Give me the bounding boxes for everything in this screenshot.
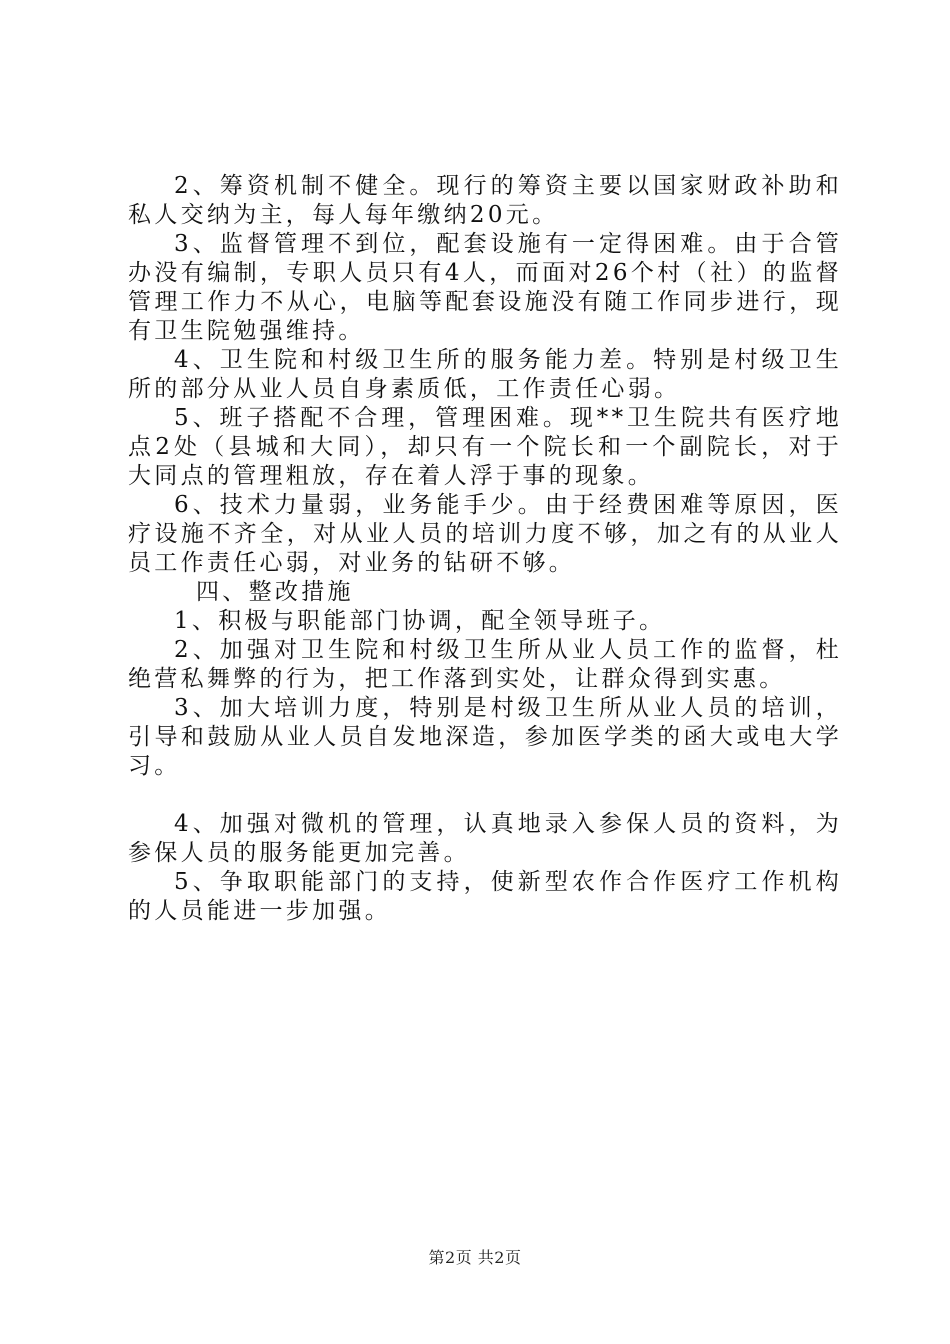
measure-item: 1、积极与职能部门协调，配全领导班子。 [174, 608, 666, 634]
measure-item: 5、争取职能部门的支持，使新型农作合作医疗工作机构的人员能进一步加强。 [128, 869, 842, 924]
measure-item: 3、加大培训力度，特别是村级卫生所从业人员的培训，引导和鼓励从业人员自发地深造，参加医学类的函大或电大学习。 [128, 695, 842, 779]
paragraph-leadership: 5、班子搭配不合理，管理困难。现**卫生院共有医疗地点2处（县城和大同），却只有一个院长和一个副院长，对于大同点的管理粗放，存在着人浮于事的现象。 [128, 405, 842, 489]
paragraph-supervision: 3、监督管理不到位，配套设施有一定得困难。由于合管办没有编制，专职人员只有4人，而面对26个村（社）的监督管理工作力不从心，电脑等配套设施没有随工作同步进行，现有卫生院勉强维持。 [128, 231, 842, 344]
measure-item: 2、加强对卫生院和村级卫生所从业人员工作的监督，杜绝营私舞弊的行为，把工作落到实处，让群众得到实惠。 [128, 637, 842, 692]
page-number-footer: 第2页 共2页 [428, 1248, 522, 1267]
paragraph-spacer [128, 781, 842, 810]
document-body [128, 172, 842, 926]
paragraph-technical-strength: 6、技术力量弱，业务能手少。由于经费困难等原因，医疗设施不齐全，对从业人员的培训力度不够，加之有的从业人员工作责任心弱，对业务的钻研不够。 [128, 492, 842, 576]
paragraph-service-capacity: 4、卫生院和村级卫生所的服务能力差。特别是村级卫生所的部分从业人员自身素质低，工作责任心弱。 [128, 347, 842, 402]
paragraph-funding: 2、筹资机制不健全。现行的筹资主要以国家财政补助和私人交纳为主，每人每年缴纳20元。 [128, 173, 842, 228]
section-heading: 四、整改措施 [196, 579, 354, 605]
measure-item: 4、加强对微机的管理，认真地录入参保人员的资料，为参保人员的服务能更加完善。 [128, 811, 842, 866]
